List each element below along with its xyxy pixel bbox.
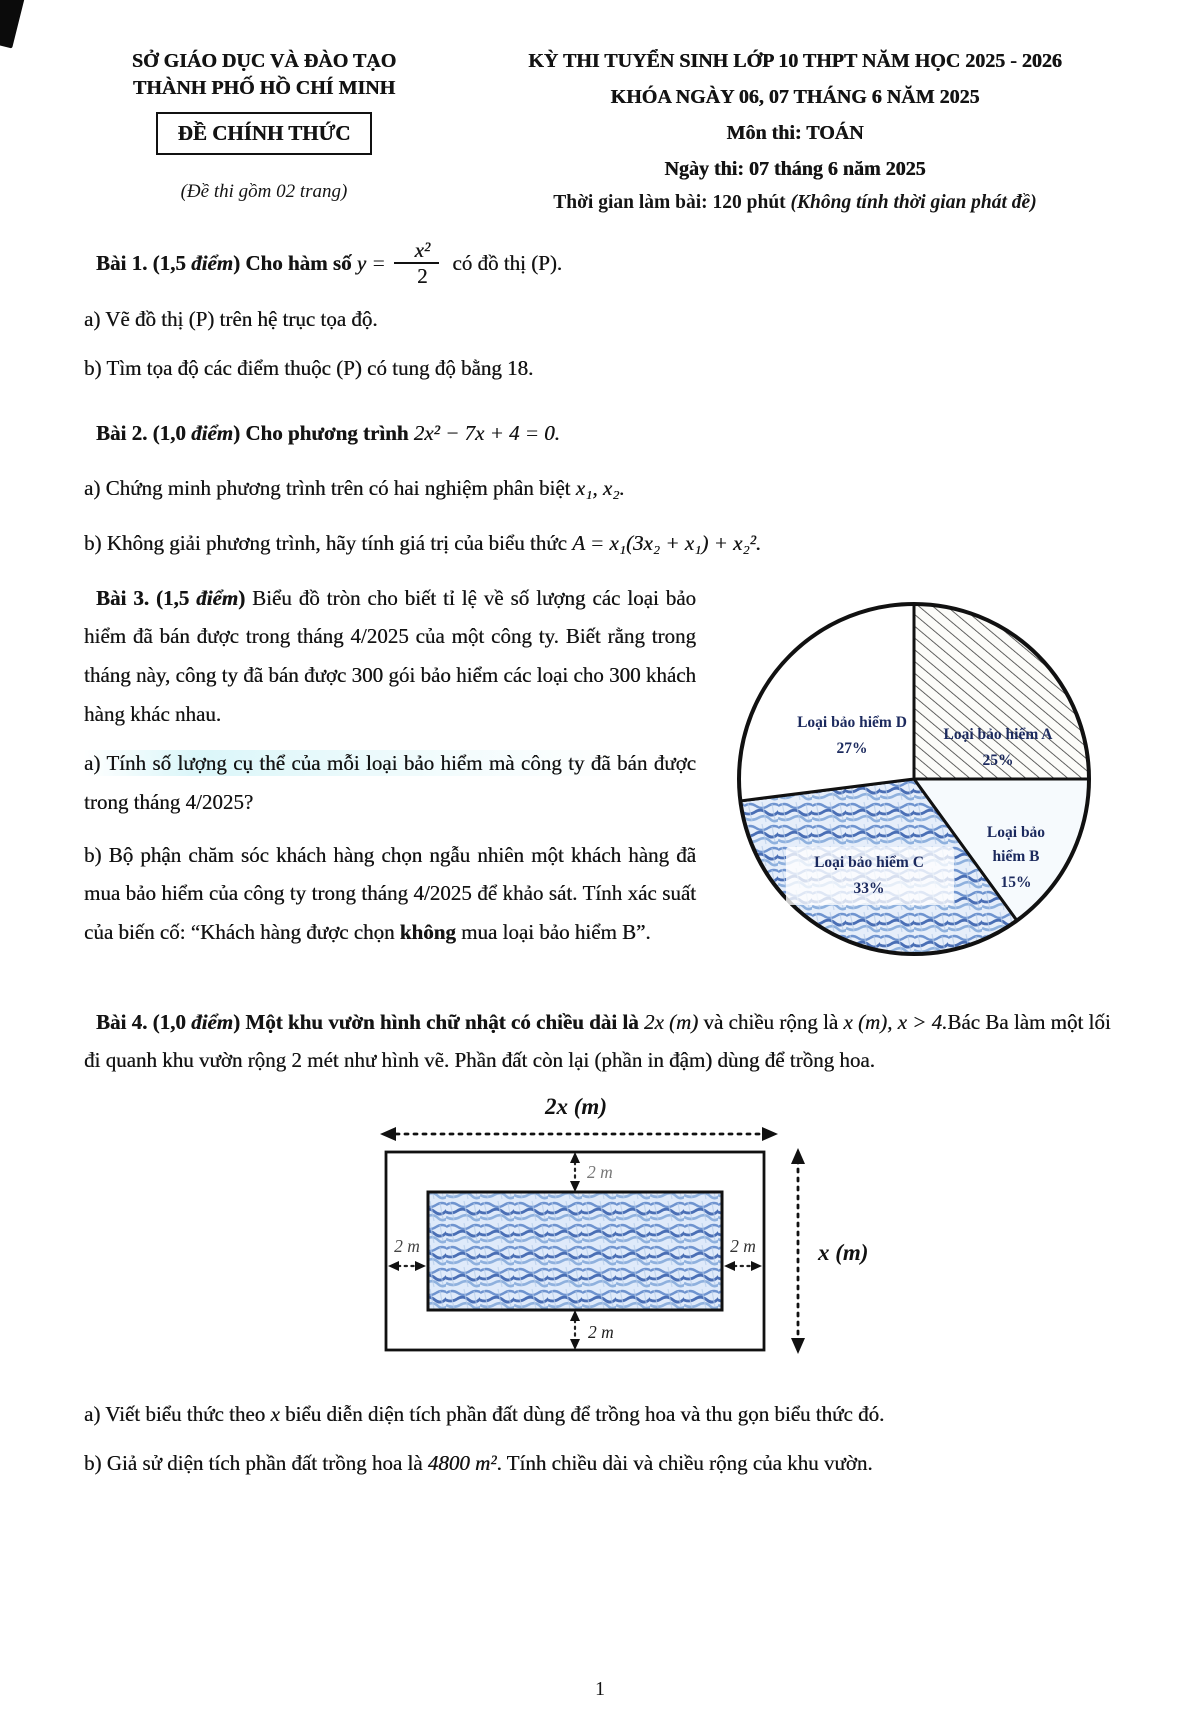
garden-flower-bed [428,1192,722,1310]
problem-3-label: Bài 3. [96,585,150,610]
garden-width-label: 2x (m) [545,1094,607,1120]
exam-title-line1: KỲ THI TUYỂN SINH LỚP 10 THPT NĂM HỌC 2025 - 2026 [528,50,1062,72]
problem-3-part-b-bold: không [399,920,456,945]
problem-2-statement [84,414,1132,453]
insurance-pie-chart [698,575,1130,989]
pie-slice-d [739,604,914,801]
problem-3-part-a: a) Tính số lượng cụ thể của mỗi loại bảo hiểm mà công ty đã bán được trong tháng 4/2025? [84,744,696,822]
problem-2-part-b-text: b) Không giải phương trình, hãy tính giá trị của biểu thức [84,530,573,555]
fraction-numerator: x² [394,238,440,264]
pages-note: (Đề thi gồm 02 trang) [180,181,348,202]
problem-2-equation: 2x² − 7x + 4 = 0. [413,420,560,445]
problem-4-part-b-pre: b) Giả sử diện tích phần đất trồng hoa là [84,1451,428,1476]
pie-value-b: 15% [1000,873,1032,891]
problem-3-section [84,579,1132,989]
path-margin-left-label: 2 m [394,1236,420,1257]
exam-duration [458,192,1132,214]
pie-label-b-line1: Loại bảo [986,823,1046,841]
problem-3-part-b-pre: b) Bộ phận chăm sóc khách hàng chọn ngẫu nhiên một khách hàng đã mua bảo hiểm của công ty trong tháng 4/2025 để khảo sát. Tính xác suất của biến cố: “Khách hàng được chọn [84,842,696,945]
exam-title-line2: KHÓA NGÀY 06, 07 THÁNG 6 NĂM 2025 [610,86,980,108]
problem-4-points-close: ) Một khu vườn hình chữ nhật có chiều dài là [233,1009,644,1034]
garden-figure [276,1090,1132,1387]
problem-3-intro: Biểu đồ tròn cho biết tỉ lệ về số lượng các loại bảo hiểm đã bán được trong tháng 4/2025 của một công ty. Biết rằng trong tháng này, công ty đã bán được 300 gói bảo hiểm các loại cho 300 khách hàng khác nhau. [84,585,697,727]
problem-1-statement [84,240,1132,290]
pie-value-d: 27% [836,739,868,757]
problem-3-points-open: (1,5 [149,585,197,610]
problem-3-part-b-post: mua loại bảo hiểm B”. [455,920,651,945]
problem-3-points-word: điểm [196,585,239,610]
fraction-x-squared-over-2 [394,238,440,288]
garden-height-label: x (m) [818,1240,869,1266]
department-line2: THÀNH PHỐ HỒ CHÍ MINH [132,77,396,99]
problem-4-part-b-post: . Tính chiều dài và chiều rộng của khu vườn. [496,1451,873,1476]
pie-value-a: 25% [982,751,1014,769]
problem-1-points-open: (1,5 [147,250,192,275]
problem-2-points-open: (1,0 [147,420,192,445]
problem-3-text-column [84,579,696,989]
pie-label-b-line2: hiểm B [992,847,1040,865]
problem-2-points-close: ) Cho phương trình [233,420,414,445]
problem-2-part-a-text: a) Chứng minh phương trình trên có hai nghiệm phân biệt [84,475,576,500]
problem-4-part-a-post: biểu diễn diện tích phần đất dùng để trồng hoa và thu gọn biểu thức đó. [279,1402,885,1427]
pie-label-c: Loại bảo hiểm C [814,853,924,871]
problem-1-part-a: a) Vẽ đồ thị (P) trên hệ trục tọa độ. [84,307,378,332]
pie-value-c: 33% [853,879,885,897]
duration-note: (Không tính thời gian phát đề) [790,192,1037,213]
problem-2-part-a [84,469,1132,508]
problem-1-section [84,240,1132,388]
problem-1-points-word: điểm [191,250,234,275]
duration-main: Thời gian làm bài: 120 phút [553,192,786,213]
exam-subject: Môn thi: TOÁN [726,122,864,144]
department-line1: SỞ GIÁO DỤC VÀ ĐÀO TẠO [131,50,397,72]
exam-date: Ngày thi: 07 tháng 6 năm 2025 [664,158,926,180]
problem-3-part-b [84,836,696,953]
problem-1-after-function: có đồ thị (P). [447,250,563,275]
exam-header [84,48,1132,214]
problem-4-part-a [84,1395,1132,1434]
problem-1-part-b: b) Tìm tọa độ các điểm thuộc (P) có tung độ bằng 18. [84,356,534,381]
problem-4-points-word: điểm [191,1009,234,1034]
garden-width-arrow [380,1127,778,1141]
official-exam-box: ĐỀ CHÍNH THỨC [156,112,373,155]
garden-diagram [276,1090,896,1382]
problem-1-points-close: ) Cho hàm số [233,250,357,275]
problem-4-mid-text: và chiều rộng là [698,1009,844,1034]
garden-height-arrow [791,1148,805,1354]
page-number: 1 [595,1678,605,1700]
problem-4-part-b [84,1444,1132,1483]
path-margin-right-label: 2 m [730,1236,756,1257]
problem-4-width-math: x (m), x > 4. [843,1009,948,1034]
path-margin-bottom-label: 2 m [588,1322,614,1343]
problem-2-section [84,414,1132,563]
problem-1-function-lhs: y = [356,250,386,275]
problem-4-statement [84,1003,1132,1081]
path-margin-top-label: 2 m [587,1162,613,1183]
problem-2-part-b-math: A = x₁(3x₂ + x₁) + x₂². [572,530,762,555]
problem-2-part-b [84,524,1132,563]
problem-4-part-a-pre: a) Viết biểu thức theo [84,1402,271,1427]
problem-1-label: Bài 1. [96,250,148,275]
problem-4-label: Bài 4. [96,1009,148,1034]
problem-3-statement [84,579,696,734]
header-left-column [84,48,444,203]
problem-2-label: Bài 2. [96,420,148,445]
header-right-column [444,48,1132,214]
fraction-denominator: 2 [417,264,428,289]
problem-3-points-close: ) [238,585,253,610]
problem-4-points-open: (1,0 [147,1009,192,1034]
problem-2-points-word: điểm [191,420,234,445]
pie-chart-column [696,575,1132,989]
problem-4-part-b-math: 4800 m² [427,1451,497,1476]
problem-4-part-a-math: x [270,1402,280,1427]
problem-4-section [84,1003,1132,1483]
problem-4-length-math: 2x (m) [643,1009,699,1034]
pie-label-d: Loại bảo hiểm D [797,713,907,731]
problem-2-part-a-math: x₁, x₂. [575,475,625,500]
pie-label-a: Loại bảo hiểm A [943,725,1053,743]
problem-4-body: Bác Ba làm một lối đi quanh khu vườn rộng 2 mét như hình vẽ. Phần đất còn lại (phần in đậm) dùng để trồng hoa. [84,1009,1111,1073]
